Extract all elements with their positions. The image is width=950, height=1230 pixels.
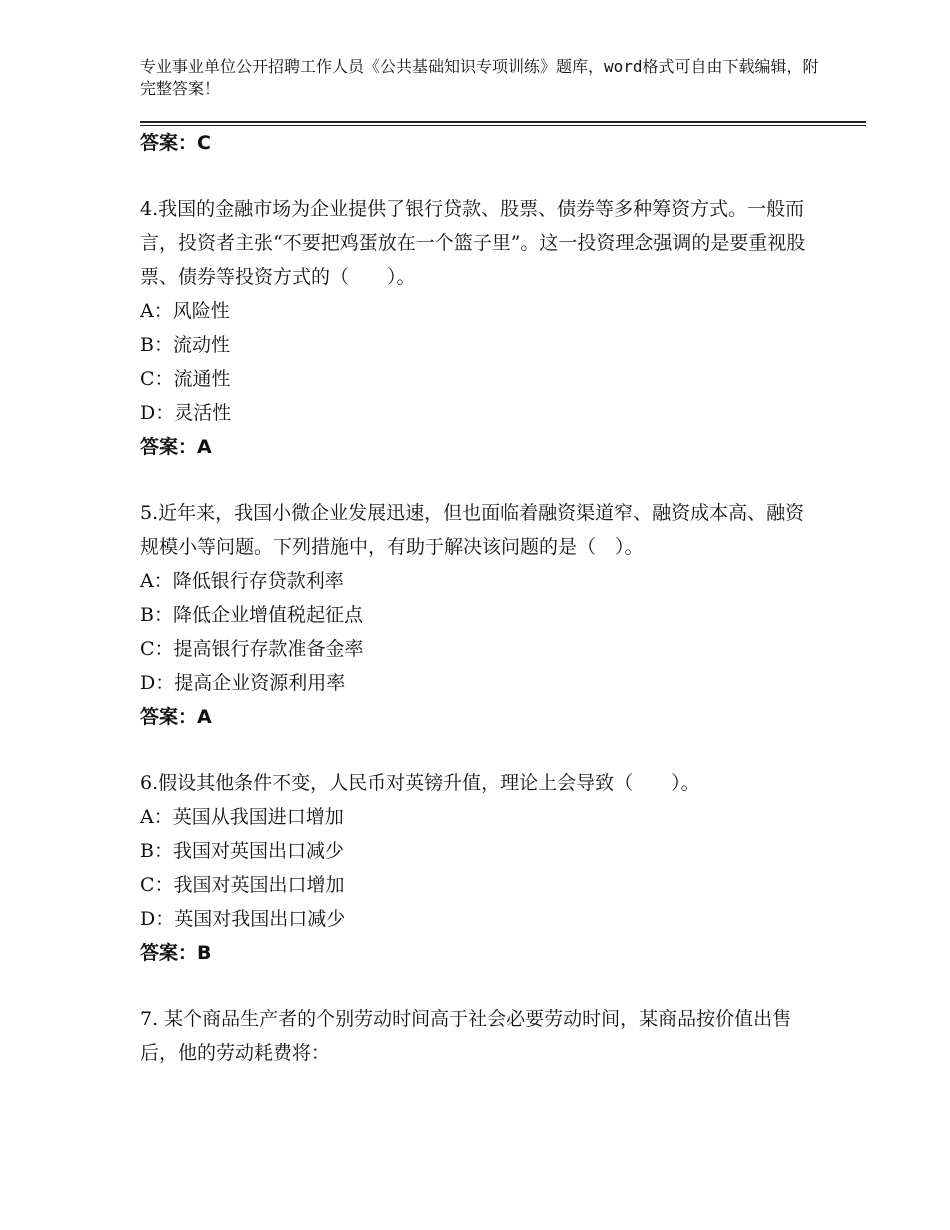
option-c: C：提高银行存款准备金率 bbox=[140, 638, 364, 660]
question-stem: 6.假设其他条件不变，人民币对英镑升值，理论上会导致（ ）。 bbox=[140, 772, 700, 794]
question-5 bbox=[140, 496, 820, 734]
option-a: A：风险性 bbox=[140, 300, 230, 322]
header-divider-thick bbox=[140, 121, 866, 123]
question-7 bbox=[140, 1002, 820, 1070]
document-body bbox=[140, 126, 820, 1070]
option-a: A：降低银行存贷款利率 bbox=[140, 570, 344, 592]
page-header: 专业事业单位公开招聘工作人员《公共基础知识专项训练》题库，word格式可自由下载编辑，附完整答案！ bbox=[140, 57, 819, 98]
answer-label: 答案：C bbox=[140, 132, 211, 154]
question-stem: 4.我国的金融市场为企业提供了银行贷款、股票、债券等多种筹资方式。一般而言，投资者主张“不要把鸡蛋放在一个篮子里”。这一投资理念强调的是要重视股票、债券等投资方式的（ ）。 bbox=[140, 198, 806, 288]
option-d: D：灵活性 bbox=[140, 402, 232, 424]
question-stem: 5.近年来，我国小微企业发展迅速，但也面临着融资渠道窄、融资成本高、融资规模小等问题。下列措施中，有助于解决该问题的是（ ）。 bbox=[140, 502, 805, 558]
question-4 bbox=[140, 192, 820, 464]
option-d: D：英国对我国出口减少 bbox=[140, 908, 346, 930]
answer-label: 答案：B bbox=[140, 942, 212, 964]
option-a: A：英国从我国进口增加 bbox=[140, 806, 344, 828]
option-b: B：流动性 bbox=[140, 334, 230, 356]
option-c: C：流通性 bbox=[140, 368, 231, 390]
answer-label: 答案：A bbox=[140, 706, 212, 728]
question-stem: 7. 某个商品生产者的个别劳动时间高于社会必要劳动时间，某商品按价值出售后，他的劳动耗费将： bbox=[140, 1008, 792, 1064]
question-6 bbox=[140, 766, 820, 970]
option-d: D：提高企业资源利用率 bbox=[140, 672, 346, 694]
option-b: B：我国对英国出口减少 bbox=[140, 840, 344, 862]
option-c: C：我国对英国出口增加 bbox=[140, 874, 345, 896]
option-b: B：降低企业增值税起征点 bbox=[140, 604, 363, 626]
answer-label: 答案：A bbox=[140, 436, 212, 458]
